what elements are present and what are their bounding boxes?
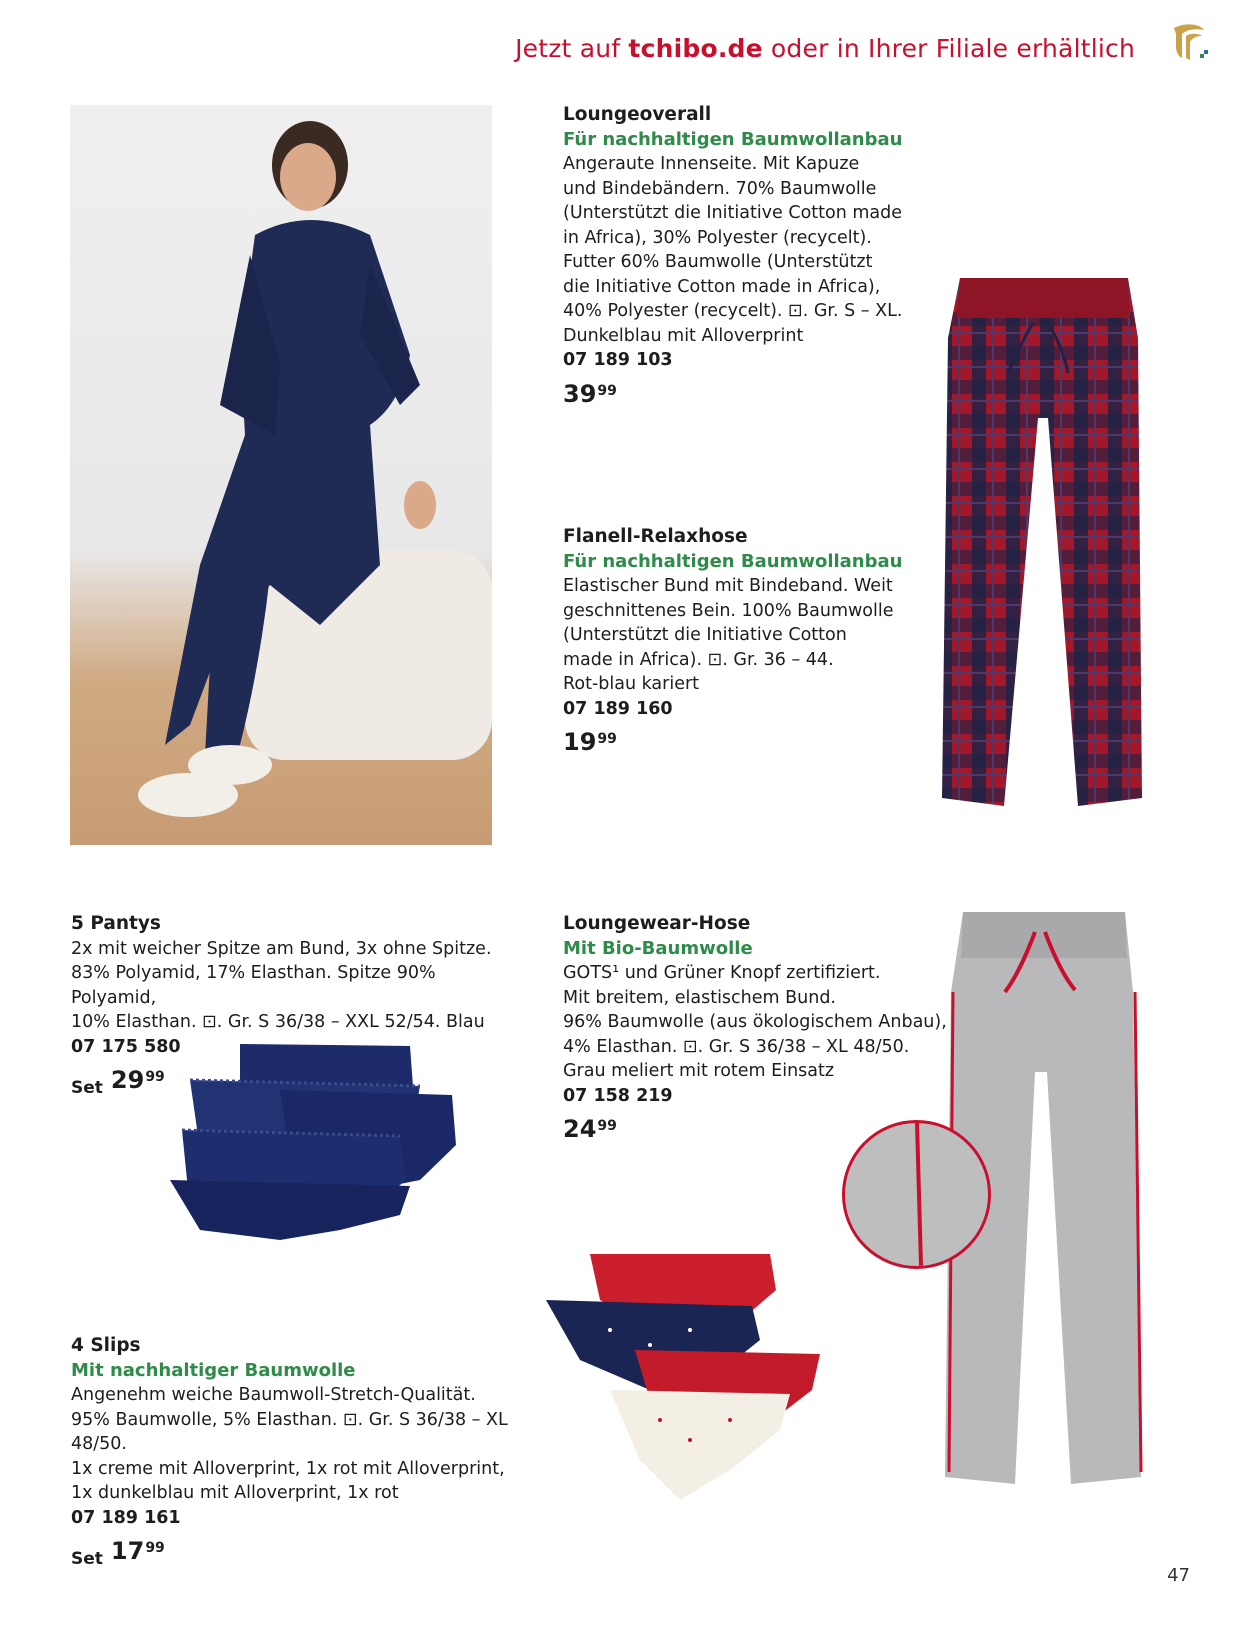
product-loungewear-hose xyxy=(563,912,963,1144)
product-subtitle: Mit nachhaltiger Baumwolle xyxy=(71,1359,356,1381)
price-cents: 99 xyxy=(145,1540,165,1556)
header-site-link[interactable]: tchibo.de xyxy=(628,34,763,63)
header-tagline xyxy=(515,34,1135,63)
product-4-slips xyxy=(71,1334,541,1574)
fabric-detail-circle xyxy=(842,1120,991,1269)
product-title: 4 Slips xyxy=(71,1335,141,1356)
product-subtitle: Mit Bio-Baumwolle xyxy=(563,937,753,959)
price-cents: 99 xyxy=(597,731,617,747)
page-number: 47 xyxy=(1167,1565,1190,1586)
product-title: Loungeoverall xyxy=(563,104,712,125)
tchibo-logo-icon xyxy=(1164,20,1210,66)
header-post: oder in Ihrer Filiale erhältlich xyxy=(762,34,1135,63)
price-main: 39 xyxy=(563,379,597,408)
product-title: 5 Pantys xyxy=(71,913,161,934)
price-cents: 99 xyxy=(597,382,617,399)
price xyxy=(563,727,943,757)
article-number: 07 189 103 xyxy=(563,350,673,370)
price-prefix: Set xyxy=(71,1549,103,1569)
panties-stack-photo xyxy=(170,1040,460,1240)
price-cents: 99 xyxy=(145,1069,165,1085)
price-main: 17 xyxy=(110,1537,145,1565)
product-loungeoverall xyxy=(563,103,943,409)
product-description: GOTS¹ und Grüner Knopf zertifiziert. Mit breitem, elastischem Bund. 96% Baumwolle (aus ökologischem Anbau), 4% Elasthan. ⊡. Gr. S 36/38 – XL 48/50. Grau meliert mit rotem Einsatz xyxy=(563,963,947,1081)
article-number: 07 189 160 xyxy=(563,698,673,719)
price xyxy=(563,379,943,409)
price-main: 24 xyxy=(563,1115,597,1143)
product-subtitle: Für nachhaltigen Baumwollanbau xyxy=(563,550,903,572)
price-main: 19 xyxy=(563,728,597,756)
woman-in-loungeoverall-photo xyxy=(70,105,492,845)
article-number: 07 158 219 xyxy=(563,1085,673,1106)
article-number: 07 189 161 xyxy=(71,1507,181,1528)
price-main: 29 xyxy=(110,1066,145,1094)
product-subtitle: Für nachhaltigen Baumwollanbau xyxy=(563,128,903,150)
product-description: Angeraute Innenseite. Mit Kapuze und Bindebändern. 70% Baumwolle (Unterstützt die Initiative Cotton made in Africa), 30% Polyester (recycelt). Futter 60% Baumwolle (Unterstützt die Initiative Cotton made in Africa), 40% Polyester (recycelt). ⊡. Gr. S – XL. Dunkelblau mit Alloverprint xyxy=(563,154,903,346)
price-cents: 99 xyxy=(597,1118,617,1134)
product-description: Angenehm weiche Baumwoll-Stretch-Qualität. 95% Baumwolle, 5% Elasthan. ⊡. Gr. S 36/38 – XL 48/50. 1x creme mit Alloverprint, 1x rot mit Alloverprint, 1x dunkelblau mit Alloverprint, 1x rot xyxy=(71,1385,508,1503)
product-title: Loungewear-Hose xyxy=(563,913,751,934)
article-number: 07 175 580 xyxy=(71,1036,181,1057)
plaid-pants-photo xyxy=(938,278,1143,808)
product-flanell-relaxhose xyxy=(563,525,943,757)
header-pre: Jetzt auf xyxy=(515,34,629,63)
slips-stack-photo xyxy=(540,1250,830,1510)
product-description: Elastischer Bund mit Bindeband. Weit geschnittenes Bein. 100% Baumwolle (Unterstützt die Initiative Cotton made in Africa). ⊡. Gr. 36 – 44. Rot-blau kariert xyxy=(563,576,894,694)
product-description: 2x mit weicher Spitze am Bund, 3x ohne Spitze. 83% Polyamid, 17% Elasthan. Spitze 90% Polyamid, 10% Elasthan. ⊡. Gr. S 36/38 – XXL 52/54. Blau xyxy=(71,938,492,1032)
product-title: Flanell-Relaxhose xyxy=(563,526,748,547)
price-prefix: Set xyxy=(71,1078,103,1098)
price xyxy=(71,1536,541,1574)
